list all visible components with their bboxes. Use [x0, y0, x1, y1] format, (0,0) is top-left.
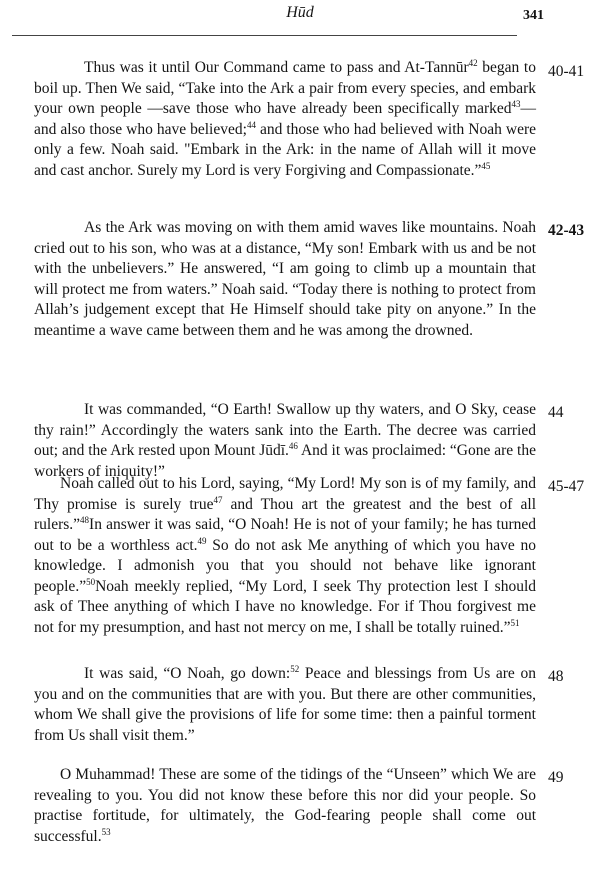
footnote-marker: 53 — [101, 826, 111, 837]
passage-text: It was commanded, “O Earth! Swallow up thy waters, and O Sky, cease thy rain!” Accordingly the waters sank into the Earth. The decree was carried out; and the Ark rested upon Mount Jūdī.$^{46}$ And it was proclaimed: “Gone are the workers of iniquity!” — [34, 401, 536, 480]
footnote-marker: 46 — [288, 440, 298, 451]
verse-number: 49 — [548, 769, 564, 786]
footnote-marker: 42 — [468, 57, 478, 68]
header-divider — [12, 35, 517, 36]
verse-number: 48 — [548, 668, 564, 685]
passage-40-41 — [34, 58, 536, 181]
passage-text: O Muhammad! These are some of the tidings of the “Unseen” which We are revealing to you. You did not know these before this nor did your people. So practise fortitude, for ultimately, the God-fearing people shall come out successful.$^{53}$ — [34, 766, 536, 845]
running-header-title: Hūd — [286, 4, 314, 21]
verse-number: 42-43 — [548, 222, 585, 239]
footnote-marker: 44 — [246, 119, 256, 130]
passage-text: Thus was it until Our Command came to pass and At-Tannūr$^{42}$ began to boil up. Then We said, “Take into the Ark a pair from every species, and embark your own people —save those who have already been specifically marked$^{43}$— and also those who have believed;$^{44}$ and those who had believed with Noah were only a few. Noah said. "Embark in the Ark: in the name of Allah will it move and cast anchor. Surely my Lord is very Forgiving and Compassionate.”$^{45}$ — [34, 57, 537, 179]
footnote-marker: 51 — [510, 617, 520, 628]
passage-49 — [34, 765, 536, 847]
passage-42-43 — [34, 218, 536, 341]
verse-number: 44 — [548, 404, 564, 421]
footnote-marker: 52 — [290, 663, 300, 674]
verse-number: 40-41 — [548, 63, 585, 80]
passage-text: Noah called out to his Lord, saying, “My Lord! My son is of my family, and Thy promise is surely true$^{47}$ and Thou art the greatest and the best of all rulers.”$^{48}$In answer it was said, “O Noah! He is not of your family; he has turned out to be a worthless act.$^{49}$ So do not ask Me anything of which you have no knowledge. I admonish you that you should not behave like ignorant people.”$^{50}$Noah meekly replied, “My Lord, I seek Thy protection lest I should ask of Thee anything of which I have no knowledge. For if Thou forgivest me not for my presumption, and hast not mercy on me, I shall be totally ruined.”$^{51}$ — [34, 475, 536, 636]
footnote-marker: 43 — [511, 98, 521, 109]
passage-text: As the Ark was moving on with them amid waves like mountains. Noah cried out to his son, who was at a distance, “My son! Embark with us and be not with the unbelievers.” He answered, “I am going to climb up a mountain that will protect me from waters.” Noah said. “Today there is nothing to protect from Allah’s judgement except that He Himself should take pity on anyone.” In the meantime a wave came between them and he was among the drowned. — [34, 219, 536, 339]
footnote-marker: 47 — [213, 494, 223, 505]
passage-48 — [34, 664, 536, 746]
footnote-marker: 45 — [481, 160, 491, 171]
passage-44 — [34, 400, 536, 482]
footnote-marker: 50 — [86, 576, 96, 587]
page-number: 341 — [523, 8, 544, 23]
footnote-marker: 49 — [197, 535, 207, 546]
passage-text: It was said, “O Noah, go down:$^{52}$ Peace and blessings from Us are on you and on the communities that are with you. But there are other communities, whom We shall give the provisions of life for some time: then a painful torment from Us shall visit them.” — [34, 663, 536, 744]
verse-number: 45-47 — [548, 478, 585, 495]
passage-45-47 — [34, 474, 536, 638]
footnote-marker: 48 — [80, 514, 90, 525]
